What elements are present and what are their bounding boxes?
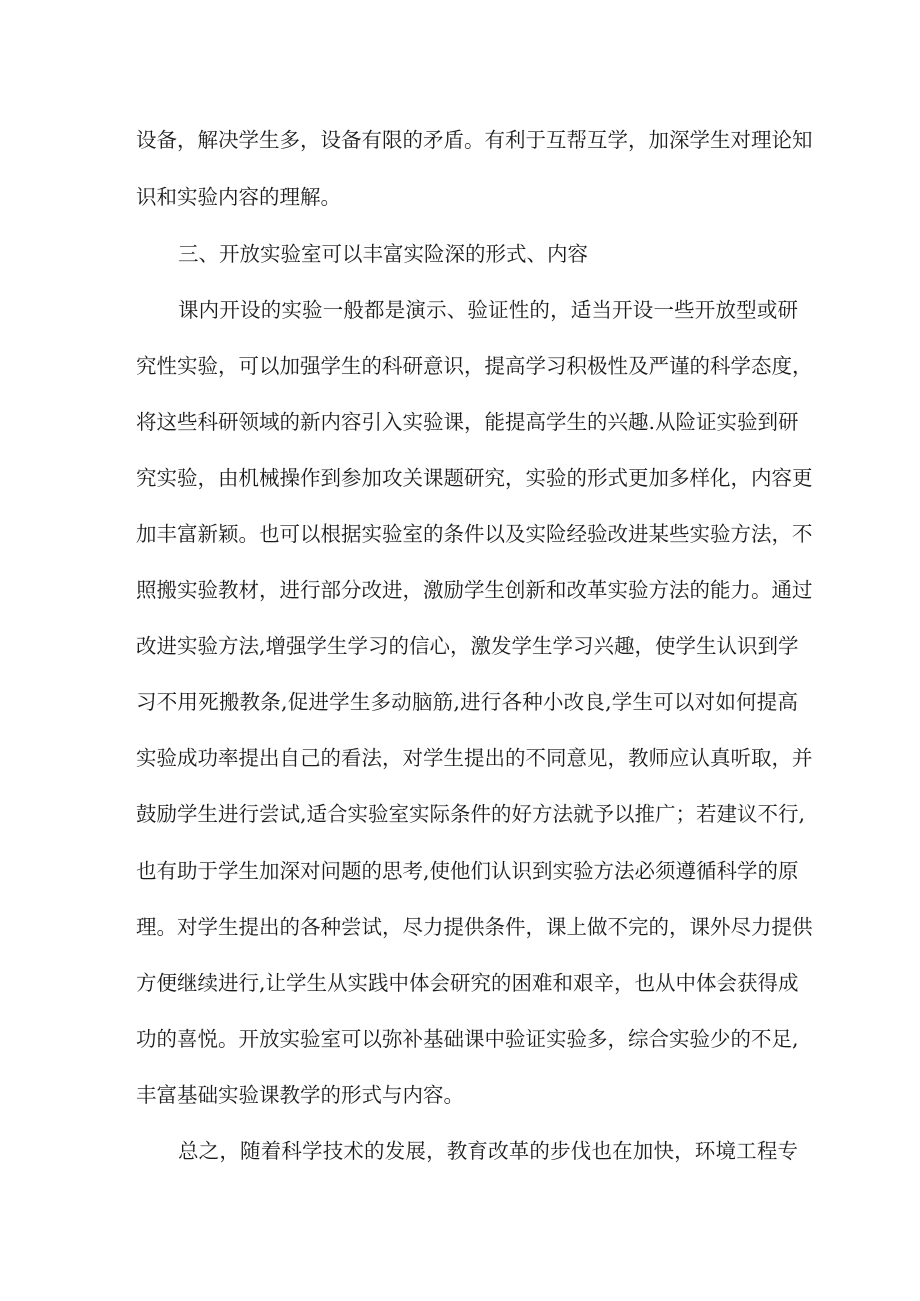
paragraph-line: 设备，解决学生多，设备有限的矛盾。有利于互帮互学，加深学生对理论知 (136, 128, 813, 152)
paragraph-line: 课内开设的实验一般都是演示、验证性的，适当开设一些开放型或研 (178, 298, 798, 322)
paragraph-line: 识和实验内容的理解。 (136, 185, 341, 209)
paragraph-line: 理。对学生提出的各种尝试，尽力提供条件，课上做不完的，课外尽力提供 (136, 915, 813, 939)
paragraph-line: 实验成功率提出自己的看法，对学生提出的不同意见，教师应认真听取，并 (136, 746, 813, 770)
paragraph-line: 鼓励学生进行尝试,适合实验室实际条件的好方法就予以推广；若建议不行, (136, 802, 806, 826)
paragraph-line: 加丰富新颖。也可以根据实验室的条件以及实险经验改进某些实验方法，不 (136, 522, 813, 546)
paragraph-line: 功的喜悦。开放实验室可以弥补基础课中验证实验多，综合实验少的不足, (136, 1027, 799, 1051)
paragraph-line: 改进实验方法,增强学生学习的信心，激发学生学习兴趣，使学生认识到学 (136, 634, 799, 658)
paragraph-line: 总之，随着科学技术的发展，教育改革的步伐也在加快，环境工程专 (178, 1139, 798, 1163)
paragraph-line: 习不用死搬教条,促进学生多动脑筋,进行各种小改良,学生可以对如何提高 (136, 690, 798, 714)
section-heading: 三、开放实验室可以丰富实险深的形式、内容 (178, 242, 588, 266)
paragraph-line: 丰富基础实验课教学的形式与内容。 (136, 1083, 464, 1107)
paragraph-line: 方便继续进行,让学生从实践中体会研究的困难和艰辛，也从中体会获得成 (136, 971, 799, 995)
paragraph-line: 将这些科研领域的新内容引入实验课，能提高学生的兴趣.从险证实验到研 (136, 410, 799, 434)
paragraph-line: 究性实验，可以加强学生的科研意识，提高学习积极性及严谨的科学态度， (136, 354, 813, 378)
paragraph-line: 照搬实验教材，进行部分改进，激励学生创新和改革实验方法的能力。通过 (136, 578, 813, 602)
paragraph-line: 究实验，由机械操作到参加攻关课题研究，实验的形式更加多样化，内容更 (136, 466, 813, 490)
paragraph-line: 也有助于学生加深对问题的思考,使他们认识到实验方法必须遵循科学的原 (136, 859, 799, 883)
